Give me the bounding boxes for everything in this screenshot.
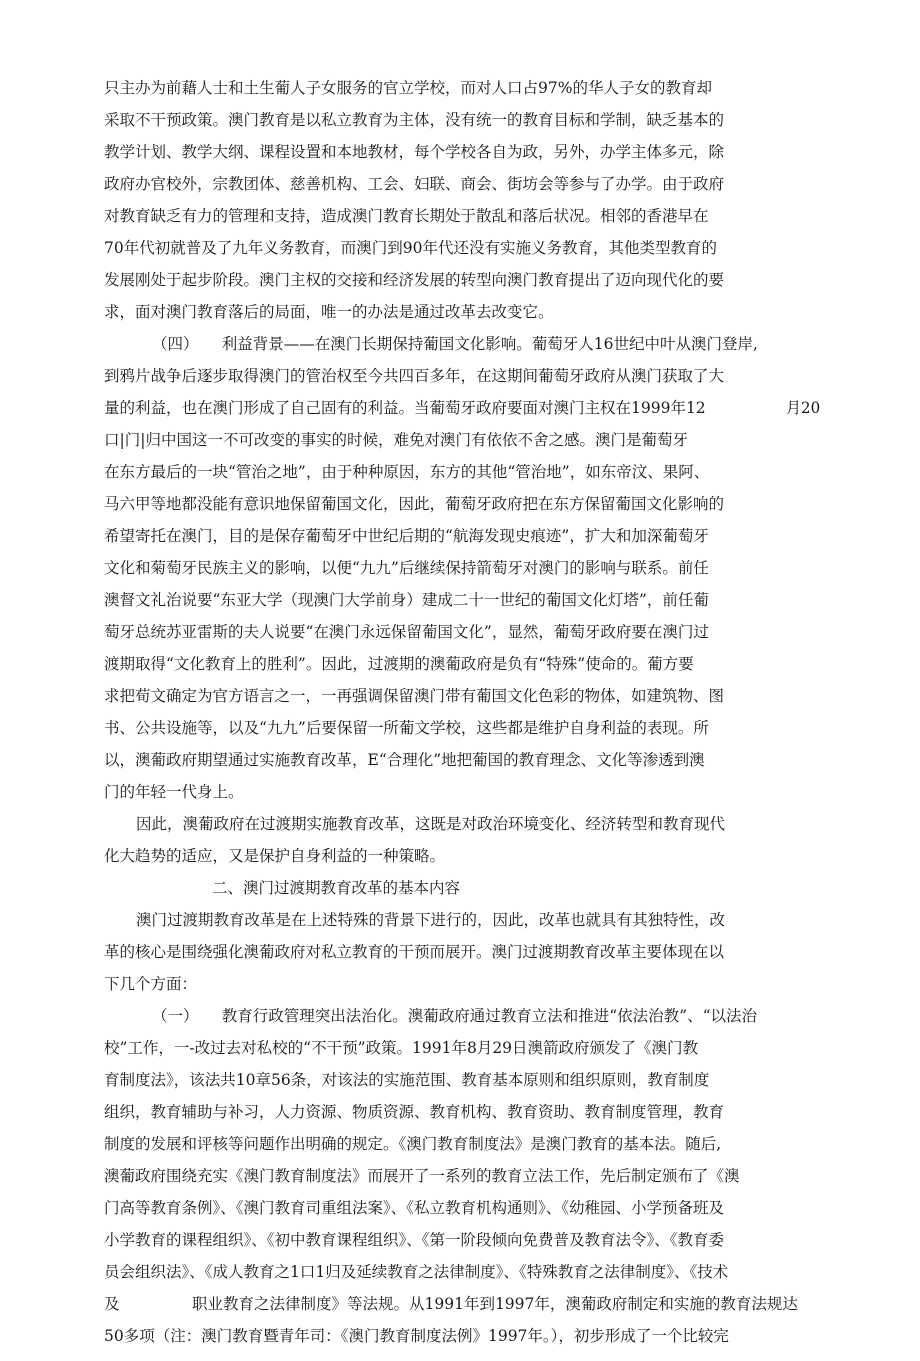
text-line: 只主办为前藉人士和土生葡人子女服务的官立学校，而对人口占97%的华人子女的教育却 xyxy=(104,79,712,97)
text-line: 到鸦片战争后逐步取得澳门的管治权至今共四百多年，在这期间葡萄牙政府从澳门获取了大 xyxy=(104,367,725,385)
section-heading: 二、澳门过渡期教育改革的基本内容 xyxy=(212,879,461,897)
text-line: 马六甲等地都没能有意识地保留葡国文化，因此，葡萄牙政府把在东方保留葡国文化影响的 xyxy=(104,495,725,513)
text-line: 下几个方面： xyxy=(104,975,198,993)
text-line: （四） 利益背景——在澳门长期保持葡国文化影响。葡萄牙人16世纪中叶从澳门登岸, xyxy=(152,335,758,353)
text-line: 因此，澳葡政府在过渡期实施教育改革，这既是对政治环境变化、经济转型和教育现代 xyxy=(136,815,726,833)
text-line: 渡期取得“文化教育上的胜利”。因此，过渡期的澳葡政府是负有“特殊”使命的。葡方要 xyxy=(104,655,694,673)
text-line: 求，面对澳门教育落后的局面，唯一的办法是通过改革去改变它。 xyxy=(104,303,554,321)
text-line: 在东方最后的一块“管治之地”，由于种种原因，东方的其他“管治地”，如东帝汶、果阿、 xyxy=(104,463,710,481)
text-line: 员会组织法》、《成人教育之1口1归及延续教育之法律制度》、《特殊教育之法律制度》、《技术 xyxy=(104,1263,729,1281)
text-line: 教学计划、教学大纲、课程设置和本地教材，每个学校各自为政，另外，办学主体多元，除 xyxy=(104,143,725,161)
text-line: 革的核心是围绕强化澳葡政府对私立教育的干预而展开。澳门过渡期教育改革主要体现在以 xyxy=(104,943,725,961)
text-line: 70年代初就普及了九年义务教育，而澳门到90年代还没有实施义务教育，其他类型教育的 xyxy=(104,239,717,257)
text-line: 希望寄托在澳门，目的是保存葡萄牙中世纪后期的“航海发现史痕迹”，扩大和加深葡萄牙 xyxy=(104,527,709,545)
text-line: 月20 xyxy=(786,399,821,417)
text-line: 50多项（注：澳门教育暨青年司：《澳门教育制度法例》1997年。），初步形成了一个比较完 xyxy=(104,1327,729,1345)
text-line: 书、公共设施等，以及“九九”后要保留一所葡文学校，这些都是维护自身利益的表现。所 xyxy=(104,719,709,737)
text-line: 口|门|归中国这一不可改变的事实的时候，难免对澳门有依依不舍之感。澳门是葡萄牙 xyxy=(104,431,688,449)
text-line: 校”工作，一-改过去对私校的“不干预”政策。1991年8月29日澳箭政府颁发了《澳门教 xyxy=(104,1039,699,1057)
text-line: 澳葡政府围绕充实《澳门教育制度法》而展开了一系列的教育立法工作，先后制定颁布了《澳 xyxy=(104,1167,740,1185)
text-line: 求把荀文确定为官方语言之一，一再强调保留澳门带有葡国文化色彩的物体，如建筑物、图 xyxy=(104,687,725,705)
text-line: 组织，教育辅助与补习，人力资源、物质资源、教育机构、教育资助、教育制度管理，教育 xyxy=(104,1103,725,1121)
text-line: 文化和菊萄牙民族主义的影响，以便“九九”后继续保持箭萄牙对澳门的影响与联系。前任 xyxy=(104,559,709,577)
text-line: 门高等教育条例》、《澳门教育司重组法案》、《私立教育机构通则》、《幼稚园、小学预备班及 xyxy=(104,1199,725,1217)
text-line: 制度的发展和评核等问题作出明确的规定。《澳门教育制度法》是澳门教育的基本法。随后, xyxy=(104,1135,722,1153)
text-line: 育制度法》，该法共10章56条，对该法的实施范围、教育基本原则和组织原则，教育制度 xyxy=(104,1071,710,1089)
text-line: 小学教育的课程组织》、《初中教育课程组织》、《第一阶段倾向免费普及教育法令》、《教育委 xyxy=(104,1231,725,1249)
text-line: 以，澳葡政府期望通过实施教育改革，E“合理化”地把葡国的教育理念、文化等渗透到澳 xyxy=(104,751,705,769)
text-line: 职业教育之法律制度》等法规。从1991年到1997年，澳葡政府制定和实施的教育法规达 xyxy=(192,1295,798,1313)
text-line: 对教育缺乏有力的管理和支持，造成澳门教育长期处于散乱和落后状况。相邻的香港早在 xyxy=(104,207,709,225)
text-line: 澳督文礼治说要“东亚大学（现澳门大学前身）建成二十一世纪的葡国文化灯塔”，前任葡 xyxy=(104,591,709,609)
text-line: 发展刚处于起步阶段。澳门主权的交接和经济发展的转型向澳门教育提出了迈向现代化的要 xyxy=(104,271,725,289)
text-line: 化大趋势的适应，又是保护自身利益的一种策略。 xyxy=(104,847,446,865)
text-line: 门的年轻一代身上。 xyxy=(104,783,244,801)
text-line: 萄牙总统苏亚雷斯的夫人说要“在澳门永远保留葡国文化”，显然，葡萄牙政府要在澳门过 xyxy=(104,623,709,641)
text-line: 采取不干预政策。澳门教育是以私立教育为主体，没有统一的教育目标和学制，缺乏基本的 xyxy=(104,111,725,129)
text-line: 量的利益，也在澳门形成了自己固有的利益。当葡萄牙政府要面对澳门主权在1999年12 xyxy=(104,399,706,417)
text-line: 澳门过渡期教育改革是在上述特殊的背景下进行的，因此，改革也就具有其独特性，改 xyxy=(136,911,726,929)
text-line: 及 xyxy=(104,1295,120,1313)
text-line: 政府办官校外，宗教团体、慈善机构、工会、妇联、商会、街坊会等参与了办学。由于政府 xyxy=(104,175,725,193)
text-line: （一） 教育行政管理突出法治化。澳葡政府通过教育立法和推进“依法治教”、“以法治 xyxy=(152,1007,758,1025)
